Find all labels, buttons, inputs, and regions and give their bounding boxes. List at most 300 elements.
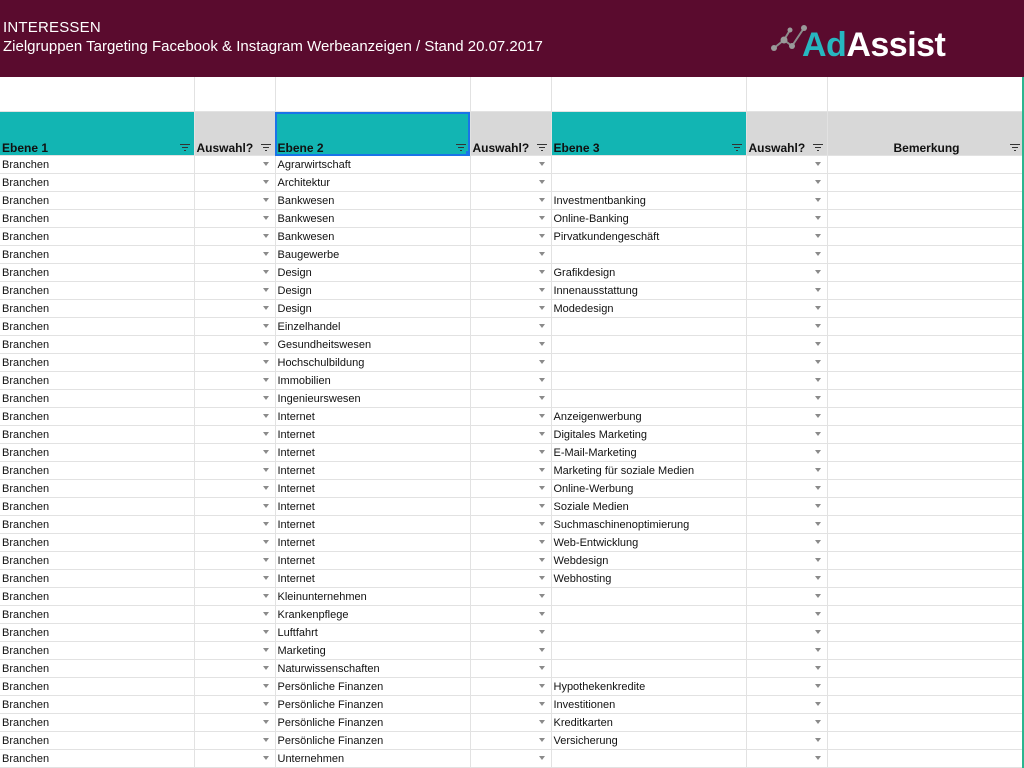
auswahl-dropdown-cell[interactable] (746, 210, 827, 228)
cell[interactable] (0, 156, 194, 174)
cell[interactable] (827, 444, 1024, 462)
cell[interactable] (275, 462, 470, 480)
dropdown-caret-icon[interactable] (539, 558, 545, 562)
auswahl-dropdown-cell[interactable] (746, 372, 827, 390)
cell[interactable] (275, 516, 470, 534)
cell[interactable] (275, 660, 470, 678)
auswahl-dropdown-cell[interactable] (470, 516, 551, 534)
cell[interactable] (827, 77, 1024, 112)
dropdown-caret-icon[interactable] (263, 720, 269, 724)
dropdown-caret-icon[interactable] (815, 234, 821, 238)
auswahl-dropdown-cell[interactable] (194, 246, 275, 264)
auswahl-dropdown-cell[interactable] (470, 228, 551, 246)
cell[interactable] (551, 426, 746, 444)
dropdown-caret-icon[interactable] (263, 378, 269, 382)
dropdown-caret-icon[interactable] (263, 648, 269, 652)
dropdown-caret-icon[interactable] (263, 522, 269, 526)
auswahl-dropdown-cell[interactable] (194, 408, 275, 426)
auswahl-dropdown-cell[interactable] (470, 426, 551, 444)
cell[interactable] (551, 534, 746, 552)
auswahl-dropdown-cell[interactable] (746, 318, 827, 336)
dropdown-caret-icon[interactable] (263, 756, 269, 760)
cell[interactable] (0, 77, 194, 112)
cell[interactable] (827, 570, 1024, 588)
cell[interactable] (275, 390, 470, 408)
dropdown-caret-icon[interactable] (539, 594, 545, 598)
auswahl-dropdown-cell[interactable] (194, 426, 275, 444)
cell[interactable] (551, 696, 746, 714)
auswahl-dropdown-cell[interactable] (470, 588, 551, 606)
auswahl-dropdown-cell[interactable] (470, 354, 551, 372)
cell[interactable] (0, 588, 194, 606)
cell[interactable] (275, 192, 470, 210)
dropdown-caret-icon[interactable] (815, 270, 821, 274)
dropdown-caret-icon[interactable] (539, 666, 545, 670)
dropdown-caret-icon[interactable] (263, 252, 269, 256)
cell[interactable] (275, 318, 470, 336)
cell[interactable] (275, 624, 470, 642)
dropdown-caret-icon[interactable] (539, 270, 545, 274)
dropdown-caret-icon[interactable] (815, 594, 821, 598)
filter-icon[interactable] (1010, 144, 1020, 151)
cell[interactable] (0, 606, 194, 624)
auswahl-dropdown-cell[interactable] (194, 570, 275, 588)
cell[interactable] (275, 570, 470, 588)
dropdown-caret-icon[interactable] (539, 468, 545, 472)
auswahl-dropdown-cell[interactable] (746, 642, 827, 660)
cell[interactable] (827, 318, 1024, 336)
dropdown-caret-icon[interactable] (263, 738, 269, 742)
cell[interactable] (0, 318, 194, 336)
auswahl-dropdown-cell[interactable] (194, 462, 275, 480)
auswahl-dropdown-cell[interactable] (470, 678, 551, 696)
auswahl-dropdown-cell[interactable] (746, 444, 827, 462)
dropdown-caret-icon[interactable] (539, 306, 545, 310)
cell[interactable] (275, 156, 470, 174)
auswahl-dropdown-cell[interactable] (194, 300, 275, 318)
cell[interactable] (275, 264, 470, 282)
dropdown-caret-icon[interactable] (539, 576, 545, 580)
cell[interactable] (827, 660, 1024, 678)
cell[interactable] (551, 77, 746, 112)
dropdown-caret-icon[interactable] (263, 450, 269, 454)
dropdown-caret-icon[interactable] (815, 360, 821, 364)
cell[interactable] (551, 192, 746, 210)
cell[interactable] (275, 678, 470, 696)
cell[interactable] (0, 426, 194, 444)
dropdown-caret-icon[interactable] (263, 414, 269, 418)
auswahl-dropdown-cell[interactable] (194, 282, 275, 300)
auswahl-dropdown-cell[interactable] (194, 534, 275, 552)
auswahl-dropdown-cell[interactable] (746, 696, 827, 714)
auswahl-dropdown-cell[interactable] (470, 246, 551, 264)
auswahl-dropdown-cell[interactable] (194, 264, 275, 282)
cell[interactable] (275, 228, 470, 246)
cell[interactable] (275, 372, 470, 390)
cell[interactable] (551, 354, 746, 372)
auswahl-dropdown-cell[interactable] (746, 516, 827, 534)
dropdown-caret-icon[interactable] (263, 558, 269, 562)
cell[interactable] (0, 660, 194, 678)
filter-icon[interactable] (261, 144, 271, 151)
dropdown-caret-icon[interactable] (815, 324, 821, 328)
auswahl-dropdown-cell[interactable] (746, 426, 827, 444)
cell[interactable] (551, 588, 746, 606)
dropdown-caret-icon[interactable] (539, 450, 545, 454)
auswahl-dropdown-cell[interactable] (746, 606, 827, 624)
cell[interactable] (551, 516, 746, 534)
auswahl-dropdown-cell[interactable] (194, 624, 275, 642)
cell[interactable] (0, 624, 194, 642)
filter-icon[interactable] (813, 144, 823, 151)
cell[interactable] (827, 228, 1024, 246)
dropdown-caret-icon[interactable] (539, 702, 545, 706)
cell[interactable] (551, 246, 746, 264)
dropdown-caret-icon[interactable] (815, 702, 821, 706)
auswahl-dropdown-cell[interactable] (470, 156, 551, 174)
cell[interactable] (551, 480, 746, 498)
cell[interactable] (0, 444, 194, 462)
auswahl-dropdown-cell[interactable] (470, 696, 551, 714)
auswahl-dropdown-cell[interactable] (746, 264, 827, 282)
auswahl-dropdown-cell[interactable] (194, 642, 275, 660)
cell[interactable] (275, 336, 470, 354)
auswahl-dropdown-cell[interactable] (746, 732, 827, 750)
cell[interactable] (551, 210, 746, 228)
cell[interactable] (827, 642, 1024, 660)
auswahl-dropdown-cell[interactable] (746, 678, 827, 696)
cell[interactable] (275, 498, 470, 516)
auswahl-dropdown-cell[interactable] (194, 516, 275, 534)
dropdown-caret-icon[interactable] (815, 306, 821, 310)
filter-icon[interactable] (537, 144, 547, 151)
dropdown-caret-icon[interactable] (815, 756, 821, 760)
cell[interactable] (827, 300, 1024, 318)
auswahl-dropdown-cell[interactable] (746, 228, 827, 246)
cell[interactable] (275, 606, 470, 624)
cell[interactable] (0, 516, 194, 534)
cell[interactable] (551, 336, 746, 354)
cell[interactable] (827, 624, 1024, 642)
auswahl-dropdown-cell[interactable] (746, 552, 827, 570)
cell[interactable] (275, 552, 470, 570)
cell[interactable] (275, 696, 470, 714)
auswahl-dropdown-cell[interactable] (746, 534, 827, 552)
dropdown-caret-icon[interactable] (815, 504, 821, 508)
auswahl-dropdown-cell[interactable] (194, 318, 275, 336)
auswahl-dropdown-cell[interactable] (194, 696, 275, 714)
cell[interactable] (0, 228, 194, 246)
auswahl-dropdown-cell[interactable] (470, 210, 551, 228)
auswahl-dropdown-cell[interactable] (470, 480, 551, 498)
dropdown-caret-icon[interactable] (263, 684, 269, 688)
cell[interactable] (275, 588, 470, 606)
cell[interactable] (0, 570, 194, 588)
auswahl-dropdown-cell[interactable] (470, 552, 551, 570)
cell[interactable] (0, 354, 194, 372)
dropdown-caret-icon[interactable] (815, 666, 821, 670)
auswahl-dropdown-cell[interactable] (470, 714, 551, 732)
dropdown-caret-icon[interactable] (263, 216, 269, 220)
cell[interactable] (551, 678, 746, 696)
dropdown-caret-icon[interactable] (539, 162, 545, 166)
dropdown-caret-icon[interactable] (539, 252, 545, 256)
auswahl-dropdown-cell[interactable] (194, 750, 275, 768)
dropdown-caret-icon[interactable] (539, 486, 545, 490)
dropdown-caret-icon[interactable] (539, 360, 545, 364)
cell[interactable] (275, 77, 470, 112)
cell[interactable] (827, 426, 1024, 444)
auswahl-dropdown-cell[interactable] (194, 480, 275, 498)
dropdown-caret-icon[interactable] (815, 378, 821, 382)
auswahl-dropdown-cell[interactable] (194, 210, 275, 228)
cell[interactable] (827, 372, 1024, 390)
cell[interactable] (0, 264, 194, 282)
cell[interactable] (275, 174, 470, 192)
auswahl-dropdown-cell[interactable] (470, 192, 551, 210)
dropdown-caret-icon[interactable] (539, 234, 545, 238)
auswahl-dropdown-cell[interactable] (194, 678, 275, 696)
dropdown-caret-icon[interactable] (263, 576, 269, 580)
dropdown-caret-icon[interactable] (263, 234, 269, 238)
dropdown-caret-icon[interactable] (815, 558, 821, 562)
cell[interactable] (275, 732, 470, 750)
cell[interactable] (827, 732, 1024, 750)
auswahl-dropdown-cell[interactable] (746, 570, 827, 588)
cell[interactable] (470, 77, 551, 112)
auswahl-dropdown-cell[interactable] (194, 444, 275, 462)
cell[interactable] (275, 210, 470, 228)
cell[interactable] (0, 174, 194, 192)
cell[interactable] (827, 462, 1024, 480)
cell[interactable] (0, 642, 194, 660)
dropdown-caret-icon[interactable] (815, 396, 821, 400)
dropdown-caret-icon[interactable] (263, 162, 269, 166)
cell[interactable] (275, 408, 470, 426)
cell[interactable] (275, 354, 470, 372)
auswahl-dropdown-cell[interactable] (194, 588, 275, 606)
filter-icon[interactable] (732, 144, 742, 151)
cell[interactable] (827, 390, 1024, 408)
dropdown-caret-icon[interactable] (539, 504, 545, 508)
cell[interactable] (827, 552, 1024, 570)
auswahl-dropdown-cell[interactable] (746, 588, 827, 606)
filter-icon[interactable] (180, 144, 190, 151)
cell[interactable] (551, 300, 746, 318)
auswahl-dropdown-cell[interactable] (470, 732, 551, 750)
cell[interactable] (551, 660, 746, 678)
auswahl-dropdown-cell[interactable] (194, 336, 275, 354)
dropdown-caret-icon[interactable] (263, 360, 269, 364)
dropdown-caret-icon[interactable] (263, 396, 269, 400)
auswahl-dropdown-cell[interactable] (194, 372, 275, 390)
cell[interactable] (551, 624, 746, 642)
auswahl-dropdown-cell[interactable] (194, 498, 275, 516)
cell[interactable] (827, 534, 1024, 552)
auswahl-dropdown-cell[interactable] (470, 300, 551, 318)
dropdown-caret-icon[interactable] (539, 324, 545, 328)
dropdown-caret-icon[interactable] (263, 306, 269, 310)
auswahl-dropdown-cell[interactable] (470, 318, 551, 336)
auswahl-dropdown-cell[interactable] (194, 390, 275, 408)
cell[interactable] (194, 77, 275, 112)
auswahl-dropdown-cell[interactable] (194, 156, 275, 174)
auswahl-dropdown-cell[interactable] (746, 624, 827, 642)
dropdown-caret-icon[interactable] (815, 288, 821, 292)
dropdown-caret-icon[interactable] (263, 666, 269, 670)
auswahl-dropdown-cell[interactable] (746, 336, 827, 354)
auswahl-dropdown-cell[interactable] (470, 660, 551, 678)
col-header-auswahl3[interactable] (746, 112, 827, 156)
auswahl-dropdown-cell[interactable] (470, 534, 551, 552)
filter-icon[interactable] (456, 144, 466, 151)
dropdown-caret-icon[interactable] (539, 684, 545, 688)
dropdown-caret-icon[interactable] (263, 432, 269, 436)
auswahl-dropdown-cell[interactable] (746, 750, 827, 768)
cell[interactable] (551, 732, 746, 750)
dropdown-caret-icon[interactable] (815, 252, 821, 256)
auswahl-dropdown-cell[interactable] (194, 660, 275, 678)
cell[interactable] (827, 192, 1024, 210)
auswahl-dropdown-cell[interactable] (194, 354, 275, 372)
cell[interactable] (827, 282, 1024, 300)
cell[interactable] (275, 300, 470, 318)
auswahl-dropdown-cell[interactable] (194, 174, 275, 192)
dropdown-caret-icon[interactable] (539, 756, 545, 760)
dropdown-caret-icon[interactable] (815, 648, 821, 652)
auswahl-dropdown-cell[interactable] (746, 282, 827, 300)
cell[interactable] (827, 210, 1024, 228)
auswahl-dropdown-cell[interactable] (470, 498, 551, 516)
auswahl-dropdown-cell[interactable] (470, 264, 551, 282)
cell[interactable] (0, 390, 194, 408)
cell[interactable] (551, 228, 746, 246)
dropdown-caret-icon[interactable] (539, 216, 545, 220)
dropdown-caret-icon[interactable] (263, 342, 269, 346)
dropdown-caret-icon[interactable] (539, 378, 545, 382)
col-header-auswahl1[interactable] (194, 112, 275, 156)
auswahl-dropdown-cell[interactable] (746, 480, 827, 498)
auswahl-dropdown-cell[interactable] (746, 390, 827, 408)
auswahl-dropdown-cell[interactable] (470, 408, 551, 426)
auswahl-dropdown-cell[interactable] (470, 336, 551, 354)
cell[interactable] (0, 336, 194, 354)
cell[interactable] (551, 498, 746, 516)
auswahl-dropdown-cell[interactable] (746, 354, 827, 372)
cell[interactable] (746, 77, 827, 112)
dropdown-caret-icon[interactable] (815, 468, 821, 472)
cell[interactable] (0, 480, 194, 498)
cell[interactable] (551, 570, 746, 588)
auswahl-dropdown-cell[interactable] (746, 156, 827, 174)
auswahl-dropdown-cell[interactable] (194, 552, 275, 570)
dropdown-caret-icon[interactable] (815, 414, 821, 418)
auswahl-dropdown-cell[interactable] (746, 714, 827, 732)
col-header-bemerkung[interactable] (827, 112, 1024, 156)
auswahl-dropdown-cell[interactable] (746, 660, 827, 678)
dropdown-caret-icon[interactable] (815, 738, 821, 742)
cell[interactable] (551, 606, 746, 624)
auswahl-dropdown-cell[interactable] (746, 498, 827, 516)
auswahl-dropdown-cell[interactable] (470, 390, 551, 408)
cell[interactable] (827, 606, 1024, 624)
dropdown-caret-icon[interactable] (539, 720, 545, 724)
auswahl-dropdown-cell[interactable] (194, 606, 275, 624)
auswahl-dropdown-cell[interactable] (746, 192, 827, 210)
dropdown-caret-icon[interactable] (263, 612, 269, 616)
cell[interactable] (827, 696, 1024, 714)
dropdown-caret-icon[interactable] (539, 288, 545, 292)
cell[interactable] (275, 642, 470, 660)
cell[interactable] (0, 498, 194, 516)
cell[interactable] (827, 354, 1024, 372)
dropdown-caret-icon[interactable] (539, 414, 545, 418)
auswahl-dropdown-cell[interactable] (470, 462, 551, 480)
cell[interactable] (551, 552, 746, 570)
cell[interactable] (0, 372, 194, 390)
cell[interactable] (551, 282, 746, 300)
col-header-ebene3[interactable] (551, 112, 746, 156)
dropdown-caret-icon[interactable] (815, 162, 821, 166)
cell[interactable] (0, 210, 194, 228)
auswahl-dropdown-cell[interactable] (194, 714, 275, 732)
cell[interactable] (827, 264, 1024, 282)
cell[interactable] (827, 714, 1024, 732)
cell[interactable] (551, 372, 746, 390)
dropdown-caret-icon[interactable] (539, 540, 545, 544)
dropdown-caret-icon[interactable] (815, 198, 821, 202)
auswahl-dropdown-cell[interactable] (470, 174, 551, 192)
dropdown-caret-icon[interactable] (815, 450, 821, 454)
cell[interactable] (275, 444, 470, 462)
dropdown-caret-icon[interactable] (263, 630, 269, 634)
dropdown-caret-icon[interactable] (815, 522, 821, 526)
cell[interactable] (0, 714, 194, 732)
cell[interactable] (275, 534, 470, 552)
dropdown-caret-icon[interactable] (263, 540, 269, 544)
col-header-auswahl2[interactable] (470, 112, 551, 156)
auswahl-dropdown-cell[interactable] (746, 300, 827, 318)
cell[interactable] (827, 480, 1024, 498)
auswahl-dropdown-cell[interactable] (470, 750, 551, 768)
auswahl-dropdown-cell[interactable] (194, 192, 275, 210)
auswahl-dropdown-cell[interactable] (746, 462, 827, 480)
col-header-ebene2[interactable] (275, 112, 470, 156)
cell[interactable] (827, 750, 1024, 768)
cell[interactable] (551, 174, 746, 192)
auswahl-dropdown-cell[interactable] (470, 282, 551, 300)
auswahl-dropdown-cell[interactable] (470, 372, 551, 390)
cell[interactable] (275, 282, 470, 300)
cell[interactable] (275, 426, 470, 444)
cell[interactable] (827, 246, 1024, 264)
cell[interactable] (0, 192, 194, 210)
auswahl-dropdown-cell[interactable] (194, 228, 275, 246)
dropdown-caret-icon[interactable] (815, 216, 821, 220)
cell[interactable] (0, 750, 194, 768)
dropdown-caret-icon[interactable] (539, 396, 545, 400)
cell[interactable] (0, 678, 194, 696)
cell[interactable] (551, 264, 746, 282)
cell[interactable] (827, 516, 1024, 534)
col-header-ebene1[interactable] (0, 112, 194, 156)
dropdown-caret-icon[interactable] (539, 738, 545, 742)
dropdown-caret-icon[interactable] (539, 522, 545, 526)
dropdown-caret-icon[interactable] (263, 198, 269, 202)
cell[interactable] (827, 678, 1024, 696)
dropdown-caret-icon[interactable] (815, 612, 821, 616)
cell[interactable] (0, 246, 194, 264)
